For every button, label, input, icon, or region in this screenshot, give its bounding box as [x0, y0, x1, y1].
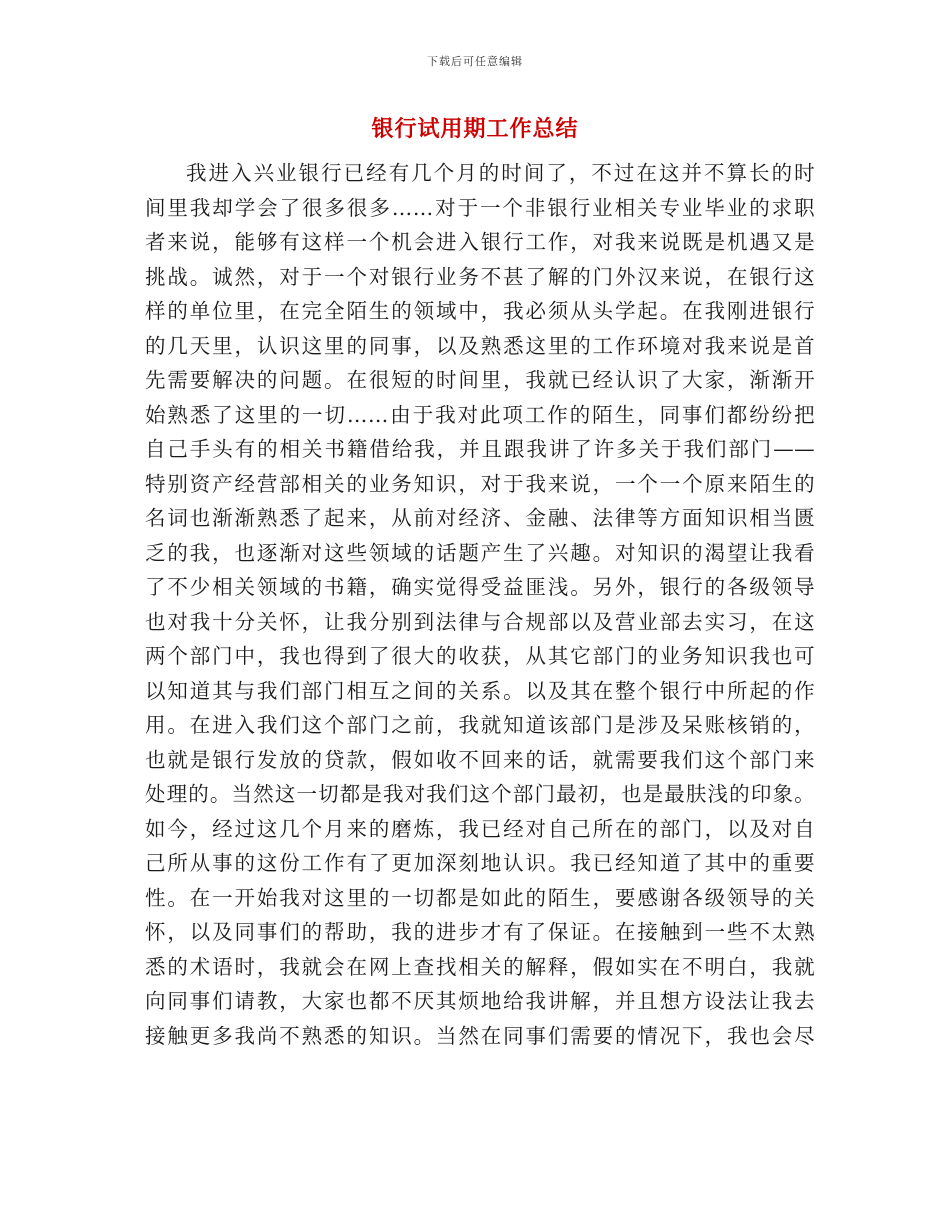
document-title: 银行试用期工作总结	[371, 116, 579, 142]
body-line: 己所从事的这份工作有了更加深刻地认识。我已经知道了其中的重要	[145, 851, 815, 875]
body-text	[145, 156, 815, 1053]
body-line: 乏的我，也逐渐对这些领域的话题产生了兴趣。对知识的渴望让我看	[145, 540, 815, 565]
body-line: 性。在一开始我对这里的一切都是如此的陌生，要感谢各级领导的关	[145, 885, 815, 910]
body-line: 样的单位里，在完全陌生的领域中，我必须从头学起。在我刚进银行	[145, 299, 815, 323]
body-line: 我进入兴业银行已经有几个月的时间了，不过在这并不算长的时	[186, 161, 815, 185]
header-note: 下载后可任意编辑	[427, 55, 523, 68]
body-line: 用。在进入我们这个部门之前，我就知道该部门是涉及呆账核销的，	[145, 713, 815, 737]
body-line: 如今，经过这几个月来的磨炼，我已经对自己所在的部门，以及对自	[145, 816, 815, 841]
body-line: 自己手头有的相关书籍借给我，并且跟我讲了许多关于我们部门——	[145, 437, 815, 461]
body-line: 名词也渐渐熟悉了起来，从前对经济、金融、法律等方面知识相当匮	[145, 506, 815, 530]
body-line: 特别资产经营部相关的业务知识，对于我来说，一个一个原来陌生的	[145, 471, 815, 496]
body-line: 两个部门中，我也得到了很大的收获，从其它部门的业务知识我也可	[145, 644, 815, 668]
body-line: 挑战。诚然，对于一个对银行业务不甚了解的门外汉来说，在银行这	[145, 264, 815, 289]
body-line: 始熟悉了这里的一切……由于我对此项工作的陌生，同事们都纷纷把	[145, 402, 815, 427]
body-line: 的几天里，认识这里的同事，以及熟悉这里的工作环境对我来说是首	[145, 333, 815, 358]
body-line: 接触更多我尚不熟悉的知识。当然在同事们需要的情况下，我也会尽	[145, 1023, 815, 1048]
body-line: 怀，以及同事们的帮助，我的进步才有了保证。在接触到一些不太熟	[145, 920, 815, 944]
body-line: 间里我却学会了很多很多……对于一个非银行业相关专业毕业的求职	[145, 195, 815, 220]
body-line: 先需要解决的问题。在很短的时间里，我就已经认识了大家，渐渐开	[145, 368, 815, 392]
body-line: 向同事们请教，大家也都不厌其烦地给我讲解，并且想方设法让我去	[145, 989, 815, 1013]
body-line: 者来说，能够有这样一个机会进入银行工作，对我来说既是机遇又是	[145, 230, 815, 254]
body-line: 悉的术语时，我就会在网上查找相关的解释，假如实在不明白，我就	[145, 954, 815, 979]
body-line: 也对我十分关怀，让我分别到法律与合规部以及营业部去实习，在这	[145, 609, 815, 634]
body-line: 处理的。当然这一切都是我对我们这个部门最初，也是最肤浅的印象。	[145, 782, 815, 806]
body-line: 以知道其与我们部门相互之间的关系。以及其在整个银行中所起的作	[145, 678, 815, 703]
body-line: 了不少相关领域的书籍，确实觉得受益匪浅。另外，银行的各级领导	[145, 575, 815, 599]
body-line: 也就是银行发放的贷款，假如收不回来的话，就需要我们这个部门来	[145, 747, 815, 772]
